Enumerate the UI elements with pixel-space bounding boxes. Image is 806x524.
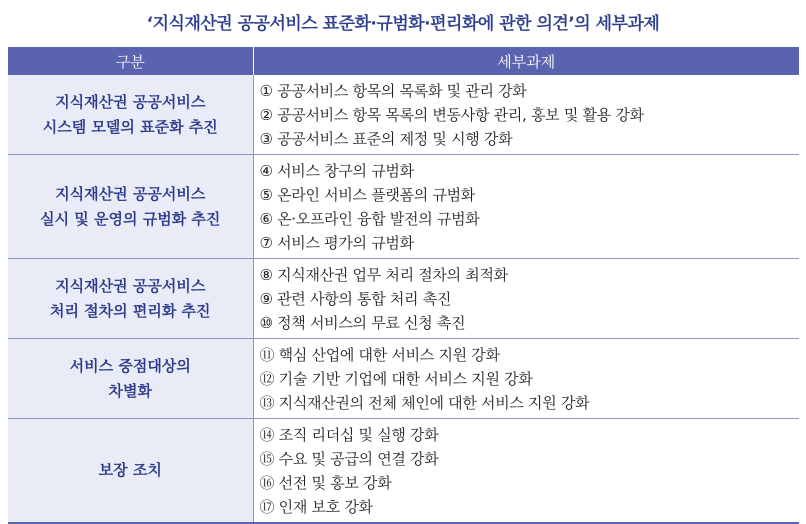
- category-label: 차별화: [108, 381, 152, 400]
- table-row: [8, 155, 799, 259]
- category-cell: [8, 155, 253, 259]
- task-item: ⑦ 서비스 평가의 규범화: [259, 234, 414, 252]
- page-title: ‘지식재산권 공공서비스 표준화·규범화·편리화에 관한 의견’의 세부과제: [146, 14, 660, 34]
- tasks-table: [8, 47, 799, 524]
- category-cell: [8, 419, 253, 524]
- tasks-cell: [253, 339, 799, 419]
- category-label: 지식재산권 공공서비스: [55, 92, 206, 111]
- category-label: 서비스 중점대상의: [69, 356, 191, 375]
- category-label: 처리 절차의 편리화 추진: [49, 301, 211, 320]
- task-item: ⑭ 조직 리더십 및 실행 강화: [259, 426, 439, 444]
- task-item: ⑩ 정책 서비스의 무료 신청 촉진: [259, 314, 466, 332]
- task-item: ③ 공공서비스 표준의 제정 및 시행 강화: [259, 130, 513, 148]
- tasks-cell: [253, 155, 799, 259]
- table-row: [8, 339, 799, 419]
- task-item: ② 공공서비스 항목 목록의 변동사항 관리, 홍보 및 활용 강화: [259, 106, 644, 124]
- category-label: 지식재산권 공공서비스: [55, 184, 206, 203]
- task-item: ⑪ 핵심 산업에 대한 서비스 지원 강화: [259, 346, 500, 364]
- task-item: ⑰ 인재 보호 강화: [259, 498, 373, 516]
- task-item: ① 공공서비스 항목의 목록화 및 관리 강화: [259, 82, 527, 100]
- task-item: ⑯ 선전 및 홍보 강화: [259, 474, 392, 492]
- task-item: ⑫ 기술 기반 기업에 대한 서비스 지원 강화: [259, 370, 533, 388]
- table-header-row: [8, 47, 799, 75]
- table-row: [8, 75, 799, 155]
- category-label: 지식재산권 공공서비스: [55, 276, 206, 295]
- category-cell: [8, 259, 253, 339]
- task-item: ④ 서비스 창구의 규범화: [259, 162, 414, 180]
- tasks-cell: [253, 259, 799, 339]
- task-item: ⑬ 지식재산권의 전체 체인에 대한 서비스 지원 강화: [259, 394, 590, 412]
- task-item: ⑤ 온라인 서비스 플랫폼의 규범화: [259, 186, 475, 204]
- table-row: [8, 259, 799, 339]
- task-item: ⑥ 온·오프라인 융합 발전의 규범화: [259, 210, 480, 228]
- category-cell: [8, 75, 253, 155]
- category-label: 실시 및 운영의 규범화 추진: [40, 209, 221, 228]
- category-cell: [8, 339, 253, 419]
- task-item: ⑮ 수요 및 공급의 연결 강화: [259, 450, 439, 468]
- header-category: 구분: [8, 47, 253, 75]
- task-item: ⑧ 지식재산권 업무 처리 절차의 최적화: [259, 266, 508, 284]
- category-label: 시스템 모델의 표준화 추진: [42, 117, 218, 136]
- tasks-cell: [253, 419, 799, 524]
- task-item: ⑨ 관련 사항의 통합 처리 촉진: [259, 290, 452, 308]
- table-row: [8, 419, 799, 524]
- header-tasks: 세부과제: [253, 47, 799, 75]
- category-label: 보장 조치: [98, 461, 162, 479]
- tasks-cell: [253, 75, 799, 155]
